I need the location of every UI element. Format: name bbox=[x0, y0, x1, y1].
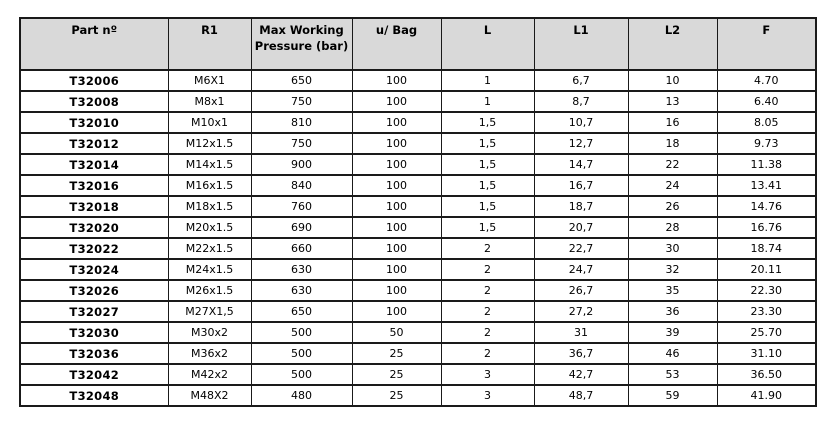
table-cell: 36.50 bbox=[717, 364, 816, 385]
table-cell: M14x1.5 bbox=[168, 154, 251, 175]
part-number-cell: T32016 bbox=[20, 175, 168, 196]
column-header-r1: R1 bbox=[168, 18, 251, 70]
table-cell: 500 bbox=[251, 343, 352, 364]
table-cell: 24,7 bbox=[534, 259, 628, 280]
header-row bbox=[20, 18, 816, 70]
table-cell: 20,7 bbox=[534, 217, 628, 238]
table-row bbox=[20, 259, 816, 280]
table-cell: 100 bbox=[352, 217, 441, 238]
table-row bbox=[20, 133, 816, 154]
table-cell: 2 bbox=[441, 238, 534, 259]
table-cell: 13.41 bbox=[717, 175, 816, 196]
table-cell: 8.05 bbox=[717, 112, 816, 133]
table-cell: 100 bbox=[352, 175, 441, 196]
table-cell: 100 bbox=[352, 196, 441, 217]
table-cell: 13 bbox=[628, 91, 717, 112]
table-cell: M16x1.5 bbox=[168, 175, 251, 196]
table-cell: 900 bbox=[251, 154, 352, 175]
part-number-cell: T32048 bbox=[20, 385, 168, 406]
column-header-u-bag: u/ Bag bbox=[352, 18, 441, 70]
part-number-cell: T32042 bbox=[20, 364, 168, 385]
table-cell: 53 bbox=[628, 364, 717, 385]
table-cell: 22,7 bbox=[534, 238, 628, 259]
table-cell: M10x1 bbox=[168, 112, 251, 133]
table-cell: 2 bbox=[441, 343, 534, 364]
table-cell: 36 bbox=[628, 301, 717, 322]
table-cell: 16.76 bbox=[717, 217, 816, 238]
table-body bbox=[20, 70, 816, 406]
table-cell: 750 bbox=[251, 133, 352, 154]
table-cell: 28 bbox=[628, 217, 717, 238]
table-cell: 650 bbox=[251, 301, 352, 322]
column-header-l: L bbox=[441, 18, 534, 70]
table-cell: 50 bbox=[352, 322, 441, 343]
table-cell: 840 bbox=[251, 175, 352, 196]
table-cell: 12,7 bbox=[534, 133, 628, 154]
table-cell: 16,7 bbox=[534, 175, 628, 196]
table-cell: 100 bbox=[352, 154, 441, 175]
table-cell: 10 bbox=[628, 70, 717, 91]
table-cell: 22.30 bbox=[717, 280, 816, 301]
table-cell: 23.30 bbox=[717, 301, 816, 322]
table-cell: M36x2 bbox=[168, 343, 251, 364]
table-row bbox=[20, 154, 816, 175]
table-cell: 6.40 bbox=[717, 91, 816, 112]
part-number-cell: T32018 bbox=[20, 196, 168, 217]
table-cell: 3 bbox=[441, 364, 534, 385]
table-cell: M24x1.5 bbox=[168, 259, 251, 280]
column-header-part-no: Part nº bbox=[20, 18, 168, 70]
table-cell: 41.90 bbox=[717, 385, 816, 406]
table-cell: 25 bbox=[352, 364, 441, 385]
fittings-spec-table bbox=[19, 17, 817, 407]
table-cell: 2 bbox=[441, 280, 534, 301]
table-cell: 32 bbox=[628, 259, 717, 280]
table-cell: 2 bbox=[441, 301, 534, 322]
part-number-cell: T32008 bbox=[20, 91, 168, 112]
table-cell: 3 bbox=[441, 385, 534, 406]
table-cell: 35 bbox=[628, 280, 717, 301]
table-cell: 100 bbox=[352, 259, 441, 280]
table-row bbox=[20, 238, 816, 259]
table-cell: M20x1.5 bbox=[168, 217, 251, 238]
table-cell: 9.73 bbox=[717, 133, 816, 154]
table-row bbox=[20, 280, 816, 301]
table-cell: 480 bbox=[251, 385, 352, 406]
table-cell: 1,5 bbox=[441, 112, 534, 133]
table-cell: 18,7 bbox=[534, 196, 628, 217]
part-number-cell: T32036 bbox=[20, 343, 168, 364]
table-cell: 100 bbox=[352, 238, 441, 259]
table-cell: 2 bbox=[441, 322, 534, 343]
column-header-f: F bbox=[717, 18, 816, 70]
part-number-cell: T32006 bbox=[20, 70, 168, 91]
table-cell: 100 bbox=[352, 301, 441, 322]
column-header-l1: L1 bbox=[534, 18, 628, 70]
table-cell: 630 bbox=[251, 259, 352, 280]
table-cell: M8x1 bbox=[168, 91, 251, 112]
part-number-cell: T32027 bbox=[20, 301, 168, 322]
table-cell: 630 bbox=[251, 280, 352, 301]
table-cell: 810 bbox=[251, 112, 352, 133]
table-cell: 36,7 bbox=[534, 343, 628, 364]
table-cell: M22x1.5 bbox=[168, 238, 251, 259]
table-cell: 1,5 bbox=[441, 154, 534, 175]
table-cell: 1,5 bbox=[441, 196, 534, 217]
table-cell: 14,7 bbox=[534, 154, 628, 175]
table-cell: M26x1.5 bbox=[168, 280, 251, 301]
table-cell: 500 bbox=[251, 364, 352, 385]
table-cell: 14.76 bbox=[717, 196, 816, 217]
part-number-cell: T32026 bbox=[20, 280, 168, 301]
table-cell: 4.70 bbox=[717, 70, 816, 91]
table-cell: 20.11 bbox=[717, 259, 816, 280]
part-number-cell: T32010 bbox=[20, 112, 168, 133]
table-cell: 8,7 bbox=[534, 91, 628, 112]
table-cell: 18 bbox=[628, 133, 717, 154]
table-cell: 24 bbox=[628, 175, 717, 196]
table-cell: M6X1 bbox=[168, 70, 251, 91]
table-row bbox=[20, 91, 816, 112]
table-cell: M18x1.5 bbox=[168, 196, 251, 217]
table-cell: 1,5 bbox=[441, 217, 534, 238]
table-cell: 690 bbox=[251, 217, 352, 238]
table-row bbox=[20, 364, 816, 385]
table-cell: 500 bbox=[251, 322, 352, 343]
part-number-cell: T32012 bbox=[20, 133, 168, 154]
column-header-max-working-pressure: Max Working Pressure (bar) bbox=[251, 18, 352, 70]
table-cell: 100 bbox=[352, 133, 441, 154]
table-row bbox=[20, 385, 816, 406]
part-number-cell: T32014 bbox=[20, 154, 168, 175]
table-row bbox=[20, 175, 816, 196]
table-cell: 39 bbox=[628, 322, 717, 343]
table-cell: 18.74 bbox=[717, 238, 816, 259]
part-number-cell: T32020 bbox=[20, 217, 168, 238]
table-cell: M30x2 bbox=[168, 322, 251, 343]
table-cell: 6,7 bbox=[534, 70, 628, 91]
table-cell: 100 bbox=[352, 280, 441, 301]
part-number-cell: T32024 bbox=[20, 259, 168, 280]
part-number-cell: T32022 bbox=[20, 238, 168, 259]
table-cell: 760 bbox=[251, 196, 352, 217]
table-header bbox=[20, 18, 816, 70]
table-row bbox=[20, 70, 816, 91]
column-header-l2: L2 bbox=[628, 18, 717, 70]
table-cell: 750 bbox=[251, 91, 352, 112]
table-cell: 100 bbox=[352, 70, 441, 91]
table-row bbox=[20, 217, 816, 238]
table-cell: 26 bbox=[628, 196, 717, 217]
table-cell: 59 bbox=[628, 385, 717, 406]
table-cell: 31.10 bbox=[717, 343, 816, 364]
part-number-cell: T32030 bbox=[20, 322, 168, 343]
table-cell: 10,7 bbox=[534, 112, 628, 133]
table-cell: 1 bbox=[441, 91, 534, 112]
table-cell: 48,7 bbox=[534, 385, 628, 406]
table-row bbox=[20, 112, 816, 133]
table-cell: 25.70 bbox=[717, 322, 816, 343]
table-row bbox=[20, 196, 816, 217]
table-cell: M27X1,5 bbox=[168, 301, 251, 322]
table-cell: 1,5 bbox=[441, 175, 534, 196]
table-row bbox=[20, 322, 816, 343]
table-cell: 660 bbox=[251, 238, 352, 259]
table-cell: 46 bbox=[628, 343, 717, 364]
table-cell: 1,5 bbox=[441, 133, 534, 154]
table-cell: 25 bbox=[352, 385, 441, 406]
table-cell: 100 bbox=[352, 112, 441, 133]
table-row bbox=[20, 343, 816, 364]
table-cell: 2 bbox=[441, 259, 534, 280]
table-cell: 1 bbox=[441, 70, 534, 91]
table-cell: 22 bbox=[628, 154, 717, 175]
table-cell: 27,2 bbox=[534, 301, 628, 322]
table-cell: 31 bbox=[534, 322, 628, 343]
table-cell: 100 bbox=[352, 91, 441, 112]
table-cell: 16 bbox=[628, 112, 717, 133]
table-cell: 26,7 bbox=[534, 280, 628, 301]
table-cell: 30 bbox=[628, 238, 717, 259]
table-cell: M12x1.5 bbox=[168, 133, 251, 154]
table-cell: 650 bbox=[251, 70, 352, 91]
table-cell: M42x2 bbox=[168, 364, 251, 385]
table-cell: 25 bbox=[352, 343, 441, 364]
table-cell: M48X2 bbox=[168, 385, 251, 406]
table-cell: 42,7 bbox=[534, 364, 628, 385]
table-row bbox=[20, 301, 816, 322]
table-cell: 11.38 bbox=[717, 154, 816, 175]
